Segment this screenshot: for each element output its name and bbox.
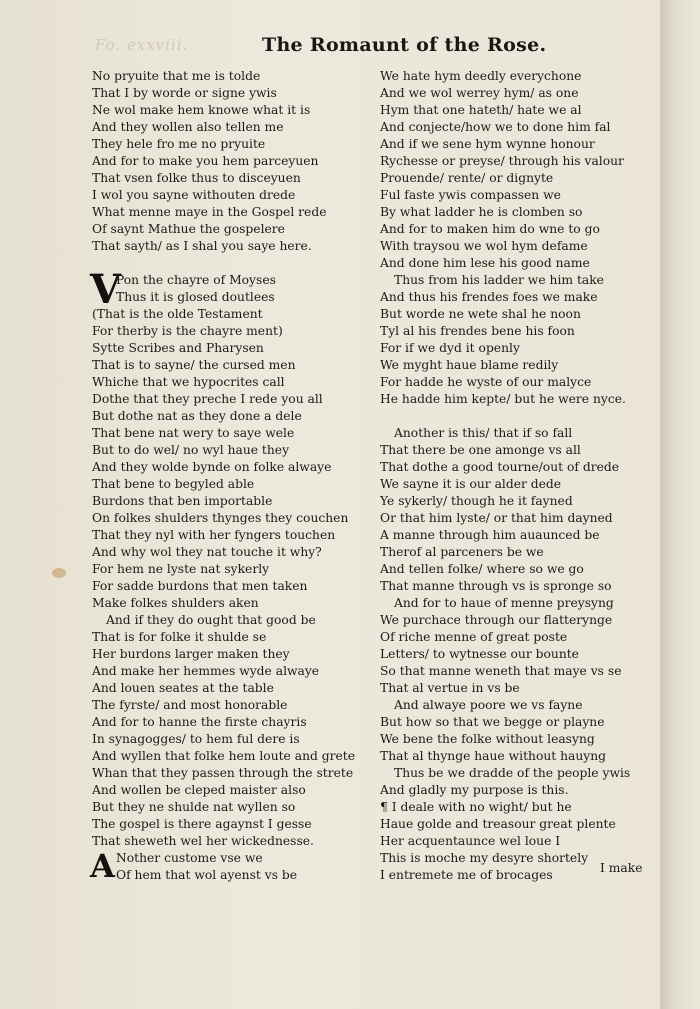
text-line: Burdons that ben importable bbox=[92, 494, 273, 508]
text-line: In synagogges/ to hem ful dere is bbox=[92, 732, 300, 746]
text-line: But to do wel/ no wyl haue they bbox=[92, 443, 290, 457]
text-line: And done him lese his good name bbox=[380, 256, 590, 270]
text-line: And if they do ought that good be bbox=[106, 613, 316, 627]
paper-stain bbox=[52, 568, 66, 578]
text-line: Ful faste ywis compassen we bbox=[380, 188, 561, 202]
text-line: No pryuite that me is tolde bbox=[92, 69, 261, 83]
text-line: Of riche menne of great poste bbox=[380, 630, 568, 644]
text-line: That sayth/ as I shal you saye here. bbox=[92, 239, 312, 253]
text-line: Dothe that they preche I rede you all bbox=[92, 392, 323, 406]
text-line: For hadde he wyste of our malyce bbox=[380, 375, 592, 389]
text-line-paragraph-mark: ¶ I deale with no wight/ but he bbox=[380, 800, 572, 814]
text-line: We purchace through our flatterynge bbox=[380, 613, 613, 627]
text-line: And for to haue of menne preysyng bbox=[394, 596, 614, 610]
text-line: That vsen folke thus to disceyuen bbox=[92, 171, 301, 185]
dropcap-paragraph-1 bbox=[90, 266, 362, 313]
text-line: That bene nat wery to saye wele bbox=[92, 426, 295, 440]
text-line: We myght haue blame redily bbox=[380, 358, 559, 372]
text-line: And wollen be cleped maister also bbox=[92, 783, 306, 797]
text-line: Letters/ to wytnesse our bounte bbox=[380, 647, 579, 661]
text-line: And we wol werrey hym/ as one bbox=[380, 86, 579, 100]
text-line: But they ne shulde nat wyllen so bbox=[92, 800, 296, 814]
text-line: Her burdons larger maken they bbox=[92, 647, 290, 661]
facing-page-edge bbox=[660, 0, 700, 1009]
text-line: That sheweth wel her wickednesse. bbox=[92, 834, 314, 848]
text-line: Haue golde and treasour great plente bbox=[380, 817, 616, 831]
right-column bbox=[380, 68, 652, 884]
text-line: Another is this/ that if so fall bbox=[394, 426, 573, 440]
text-line: Rychesse or preyse/ through his valour bbox=[380, 154, 624, 168]
text-line: And why wol they nat touche it why? bbox=[92, 545, 322, 559]
text-line: And tellen folke/ where so we go bbox=[380, 562, 584, 576]
text-line: The gospel is there agaynst I gesse bbox=[92, 817, 312, 831]
text-line: And wyllen that folke hem loute and grete bbox=[92, 749, 356, 763]
text-line: And for to make you hem parceyuen bbox=[92, 154, 319, 168]
text-line: They hele fro me no pryuite bbox=[92, 137, 266, 151]
text-line: That I by worde or signe ywis bbox=[92, 86, 277, 100]
text-line: With traysou we wol hym defame bbox=[380, 239, 588, 253]
text-line: And if we sene hym wynne honour bbox=[380, 137, 595, 151]
text-line: A manne through him auaunced be bbox=[380, 528, 600, 542]
text-line: Nother custome vse we bbox=[116, 851, 263, 865]
text-line: Thus it is glosed doutlees bbox=[116, 290, 275, 304]
text-line: Tyl al his frendes bene his foon bbox=[380, 324, 575, 338]
text-line: Sytte Scribes and Pharysen bbox=[92, 341, 264, 355]
text-line: Ne wol make hem knowe what it is bbox=[92, 103, 311, 117]
text-line: We sayne it is our alder dede bbox=[380, 477, 562, 491]
dropcap-a: A bbox=[90, 847, 115, 885]
text-line: That they nyl with her fyngers touchen bbox=[92, 528, 336, 542]
text-line: Or that him lyste/ or that him dayned bbox=[380, 511, 613, 525]
text-line: So that manne weneth that maye vs se bbox=[380, 664, 622, 678]
text-line: And for to maken him do wne to go bbox=[380, 222, 600, 236]
text-line: And for to hanne the firste chayris bbox=[92, 715, 307, 729]
text-line: Therof al parceners be we bbox=[380, 545, 544, 559]
show-through-text: Fo. exxviii. bbox=[95, 36, 189, 54]
text-line: And louen seates at the table bbox=[92, 681, 274, 695]
text-line: Whiche that we hypocrites call bbox=[92, 375, 285, 389]
text-line: And they wollen also tellen me bbox=[92, 120, 284, 134]
text-line: We hate hym deedly everychone bbox=[380, 69, 582, 83]
text-line: Pon the chayre of Moyses bbox=[116, 273, 276, 287]
text-line: Make folkes shulders aken bbox=[92, 596, 259, 610]
dropcap-paragraph-2 bbox=[90, 847, 362, 885]
text-line: And they wolde bynde on folke alwaye bbox=[92, 460, 332, 474]
text-line: Of saynt Mathue the gospelere bbox=[92, 222, 285, 236]
text-line: That al vertue in vs be bbox=[380, 681, 520, 695]
text-line: We bene the folke without leasyng bbox=[380, 732, 595, 746]
text-line: That al thynge haue without hauyng bbox=[380, 749, 607, 763]
text-line: Hym that one hateth/ hate we al bbox=[380, 103, 582, 117]
text-line: And conjecte/how we to done him fal bbox=[380, 120, 611, 134]
text-line: I wol you sayne withouten drede bbox=[92, 188, 296, 202]
text-line: The fyrste/ and most honorable bbox=[92, 698, 288, 712]
text-line: Of hem that wol ayenst vs be bbox=[116, 868, 298, 882]
catchword: I make bbox=[600, 861, 643, 875]
dropcap-v: V bbox=[90, 266, 122, 313]
left-column bbox=[92, 68, 362, 884]
text-line: Thus be we dradde of the people ywis bbox=[394, 766, 631, 780]
text-line: And make her hemmes wyde alwaye bbox=[92, 664, 320, 678]
text-line: What menne maye in the Gospel rede bbox=[92, 205, 327, 219]
text-line: That manne through vs is spronge so bbox=[380, 579, 612, 593]
text-line: Ye sykerly/ though he it fayned bbox=[380, 494, 573, 508]
text-line: But worde ne wete shal he noon bbox=[380, 307, 581, 321]
text-line: And gladly my purpose is this. bbox=[380, 783, 569, 797]
text-line: That is for folke it shulde se bbox=[92, 630, 267, 644]
text-line: On folkes shulders thynges they couchen bbox=[92, 511, 349, 525]
text-line: This is moche my desyre shortely bbox=[380, 851, 589, 865]
text-line: But dothe nat as they done a dele bbox=[92, 409, 302, 423]
text-line: Whan that they passen through the strete bbox=[92, 766, 354, 780]
text-line: Thus from his ladder we him take bbox=[394, 273, 604, 287]
text-line: That there be one amonge vs all bbox=[380, 443, 581, 457]
text-line: For if we dyd it openly bbox=[380, 341, 520, 355]
text-line: He hadde him kepte/ but he were nyce. bbox=[380, 392, 626, 406]
text-line: That bene to begyled able bbox=[92, 477, 255, 491]
text-line: That is to sayne/ the cursed men bbox=[92, 358, 296, 372]
text-line: Prouende/ rente/ or dignyte bbox=[380, 171, 554, 185]
text-line: That dothe a good tourne/out of drede bbox=[380, 460, 620, 474]
text-line: By what ladder he is clomben so bbox=[380, 205, 583, 219]
text-line: (That is the olde Testament bbox=[92, 307, 263, 321]
text-line: And alwaye poore we vs fayne bbox=[394, 698, 583, 712]
text-line: And thus his frendes foes we make bbox=[380, 290, 598, 304]
running-head: The Romaunt of the Rose. bbox=[262, 34, 547, 56]
text-line: I entremete me of brocages bbox=[380, 868, 553, 882]
text-line: For therby is the chayre ment) bbox=[92, 324, 283, 338]
text-line: Her acquentaunce wel loue I bbox=[380, 834, 561, 848]
text-line: For sadde burdons that men taken bbox=[92, 579, 308, 593]
text-line: But how so that we begge or playne bbox=[380, 715, 605, 729]
text-line: For hem ne lyste nat sykerly bbox=[92, 562, 270, 576]
